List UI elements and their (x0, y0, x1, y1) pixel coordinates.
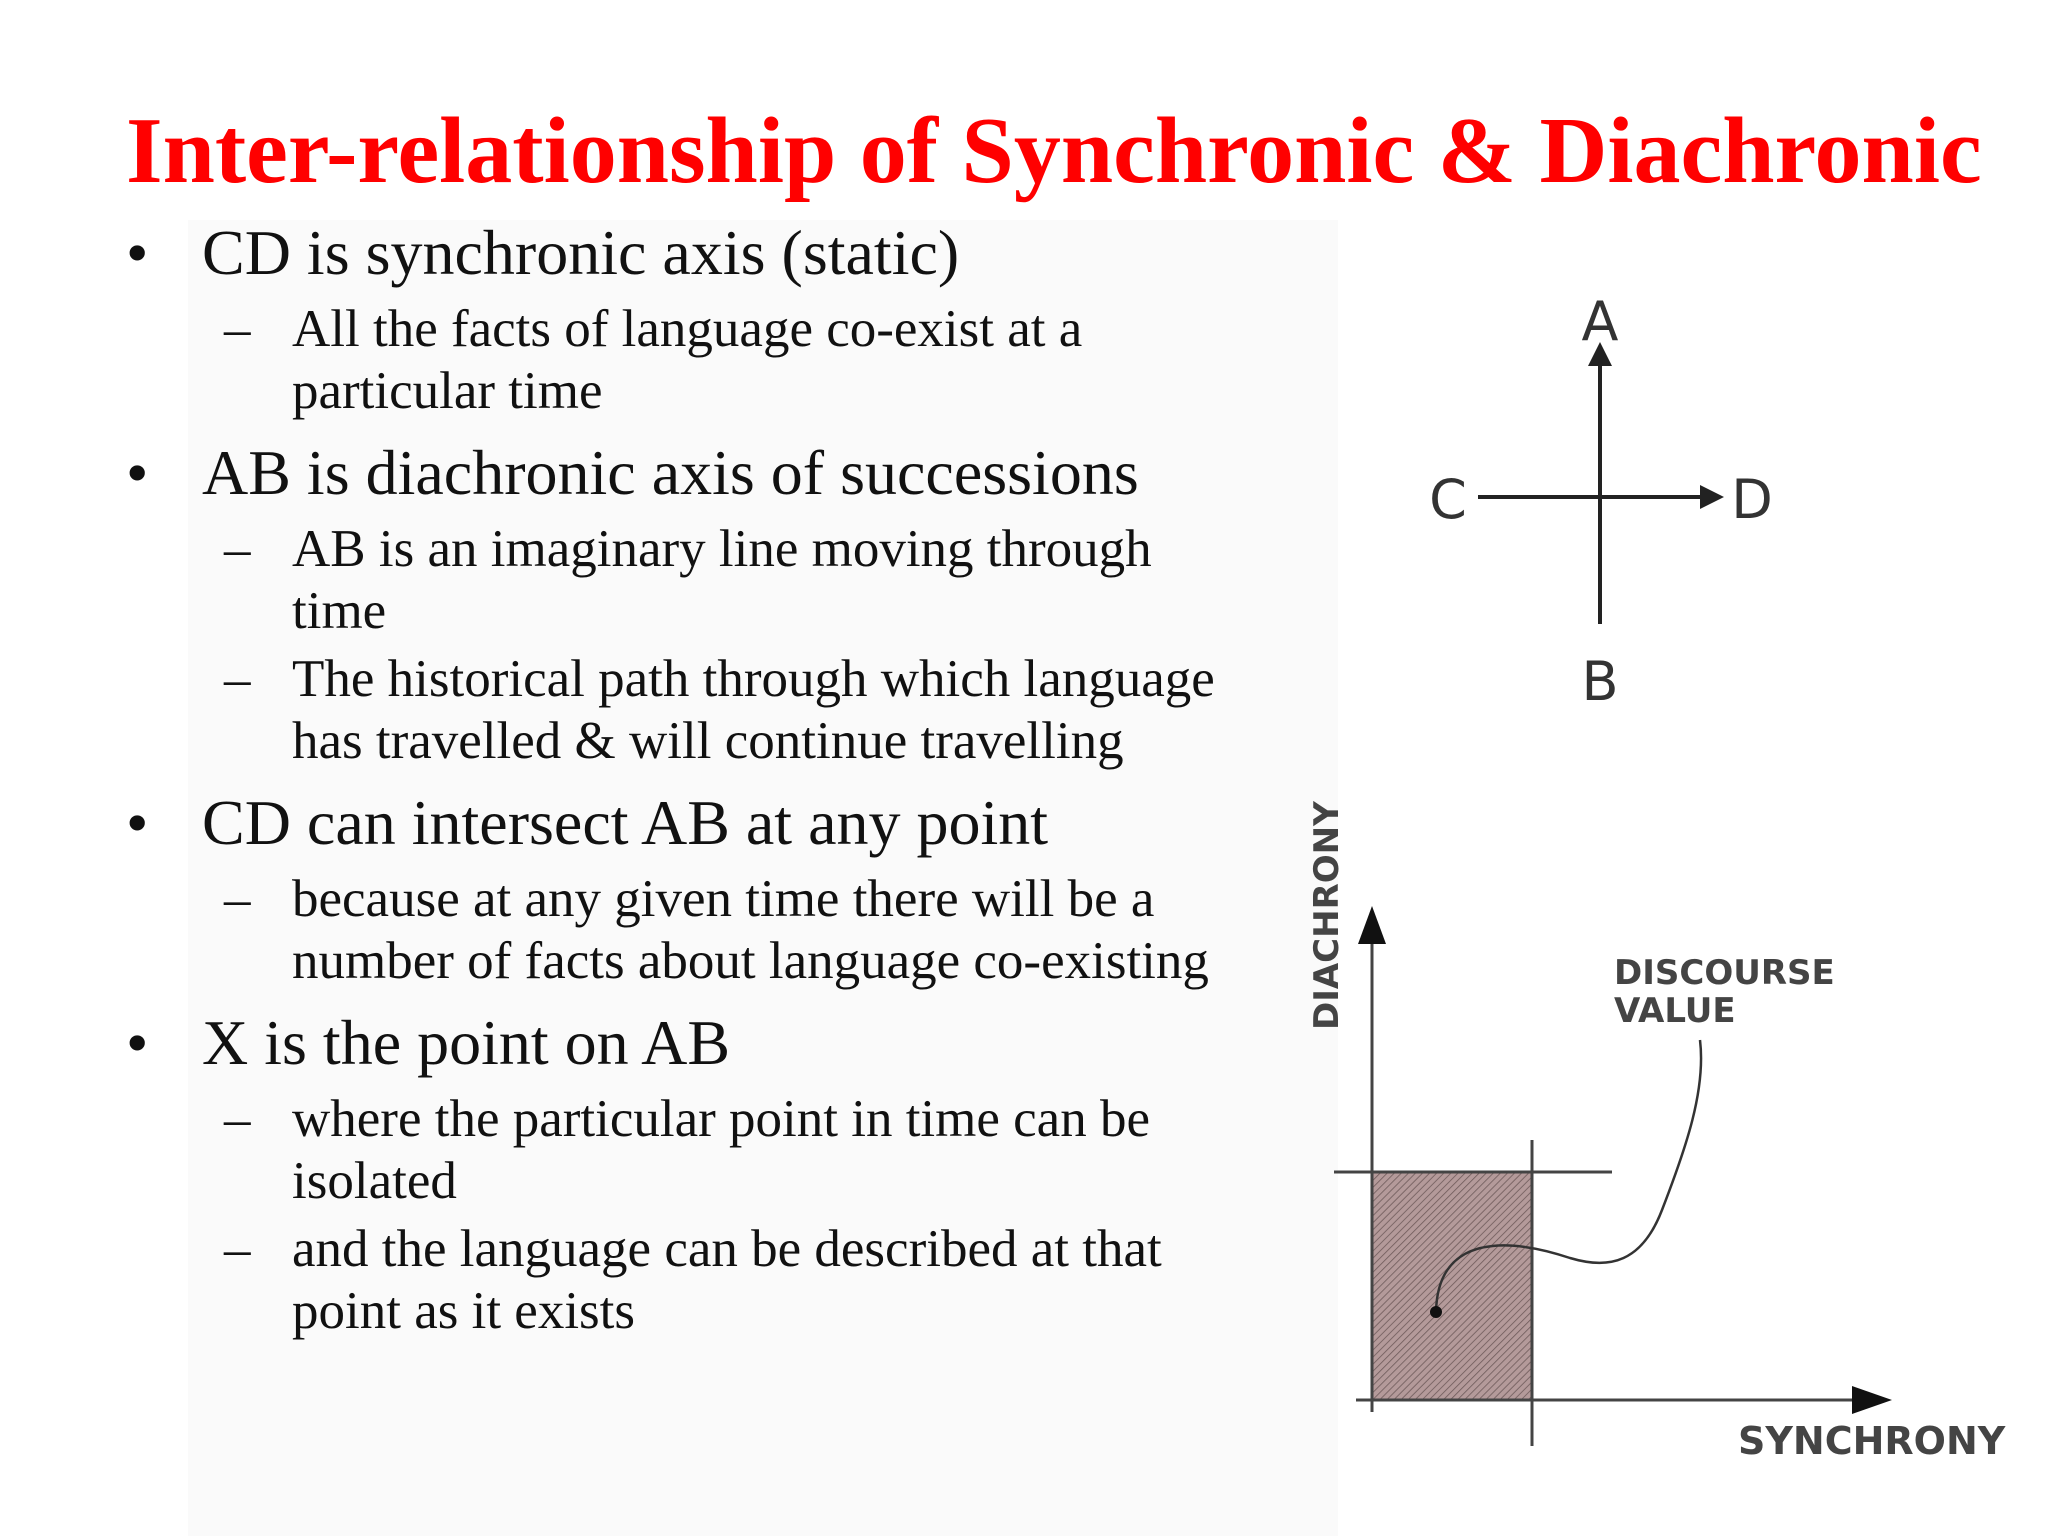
sub-bullet-text: because at any given time there will be a number of facts about language co-existing (292, 870, 1209, 990)
bullet-dot: • (126, 217, 149, 288)
sub-bullet-dash: – (224, 300, 251, 358)
arrow-right-icon (1852, 1386, 1892, 1414)
sub-bullet-text: All the facts of language co-exist at a particular time (292, 300, 1083, 420)
cross-diagram (1429, 290, 1773, 713)
x-axis-label: SYNCHRONY (1738, 1419, 2006, 1463)
sub-bullet-text: AB is an imaginary line moving through time (292, 520, 1152, 640)
sub-bullet-dash: – (224, 520, 251, 578)
sub-bullet-dash: – (224, 1090, 251, 1148)
arrow-right-icon (1700, 485, 1724, 509)
label-a: A (1581, 290, 1619, 353)
sub-bullet-text: The historical path through which language has travelled & will continue travelling (292, 650, 1215, 770)
y-axis-label: DIACHRONY (1307, 801, 1347, 1030)
label-c: C (1429, 468, 1467, 531)
bullet-text: CD can intersect AB at any point (202, 787, 1049, 858)
sub-bullet-dash: – (224, 650, 251, 708)
bullet-text: AB is diachronic axis of successions (202, 437, 1139, 508)
bullet-text: X is the point on AB (202, 1007, 731, 1078)
hatched-region (1372, 1172, 1532, 1400)
sub-bullet-text: and the language can be described at that point as it exists (292, 1220, 1162, 1340)
annotation-line-2: VALUE (1614, 991, 1736, 1031)
sub-bullet-dash: – (224, 870, 251, 928)
label-b: B (1581, 650, 1619, 713)
annotation-line-1: DISCOURSE (1614, 953, 1835, 993)
synchrony-diachrony-graph (1307, 801, 2006, 1463)
sub-bullet-text: where the particular point in time can be isolated (292, 1090, 1150, 1210)
bullet-dot: • (126, 437, 149, 508)
slide-title: Inter-relationship of Synchronic & Diachronic (126, 99, 1982, 203)
bullet-text: CD is synchronic axis (static) (202, 217, 960, 288)
bullet-dot: • (126, 787, 149, 858)
bullet-dot: • (126, 1007, 149, 1078)
arrow-up-icon (1358, 906, 1386, 944)
point-marker (1430, 1306, 1442, 1318)
sub-bullet-dash: – (224, 1220, 251, 1278)
label-d: D (1731, 468, 1773, 531)
